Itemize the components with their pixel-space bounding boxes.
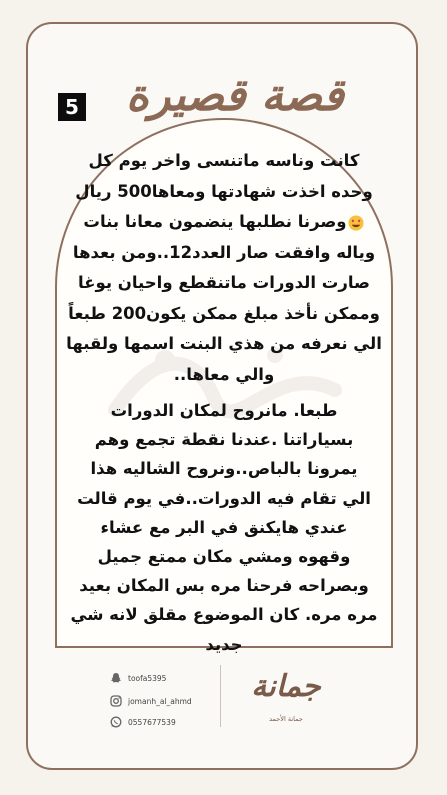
text-line: يمرونا بالباص..ونروح الشاليه هذا	[90, 459, 358, 479]
text-line-with-emoji	[28, 207, 420, 238]
logo-subtitle: جمانة الأحمد	[269, 715, 303, 723]
text-line: الي تقام فيه الدورات..في يوم قالت	[77, 488, 371, 508]
text-line: كانت وناسه ماتنسى واخر يوم كل	[88, 151, 360, 170]
heart-eyes-emoji-icon	[347, 215, 365, 231]
whatsapp-icon	[110, 716, 122, 728]
text-line: مره مره. كان الموضوع مقلق لانه شي	[70, 605, 378, 625]
footer-divider	[220, 665, 221, 727]
text-line: طبعا. مانروح لمكان الدورات	[110, 401, 338, 420]
instagram-handle: jomanh_al_ahmd	[128, 696, 192, 706]
paragraph-2	[28, 396, 420, 659]
story-body	[28, 146, 420, 659]
instagram-icon	[110, 695, 122, 707]
text-line: الي نعرفه من هذي البنت اسمها ولقبها	[66, 334, 382, 353]
text-line: وبصراحه فرحنا مره بس المكان بعيد	[79, 576, 369, 596]
whatsapp-number: 0557677539	[128, 717, 176, 727]
instagram-contact[interactable]	[110, 694, 192, 708]
text-line: جديد	[205, 634, 243, 654]
whatsapp-contact[interactable]	[110, 715, 176, 729]
logo-name: جمانة	[251, 669, 321, 704]
text-line: بسياراتنا .عندنا نقطة تجمع وهم	[94, 430, 354, 450]
footer	[110, 663, 350, 733]
text-line: وياله وافقت صار العدد12..ومن بعدها	[72, 242, 376, 262]
snapchat-handle: toofa5395	[128, 673, 167, 683]
story-title: قصة قصيرة	[126, 70, 344, 121]
text-line: وممكن نأخذ مبلغ ممكن يكون200 طبعاً	[68, 303, 380, 323]
snapchat-icon	[110, 672, 122, 684]
text-line: صارت الدورات ماتنقطع واحيان يوغا	[78, 273, 370, 292]
snapchat-contact[interactable]	[110, 671, 166, 685]
text-line-content: وصرنا نطلبها ينضمون معانا بنات	[83, 212, 347, 231]
text-line: وحده اخذت شهادتها ومعاها500 ريال	[75, 181, 373, 201]
story-number-badge: 5	[58, 93, 86, 121]
brand-logo	[236, 663, 336, 729]
text-line: عندي هايكنق في البر مع عشاء	[100, 517, 348, 537]
paragraph-1	[28, 146, 420, 390]
text-line: وقهوه ومشي مكان ممتع جميل	[97, 547, 351, 567]
text-line: والي معاها..	[173, 364, 275, 384]
